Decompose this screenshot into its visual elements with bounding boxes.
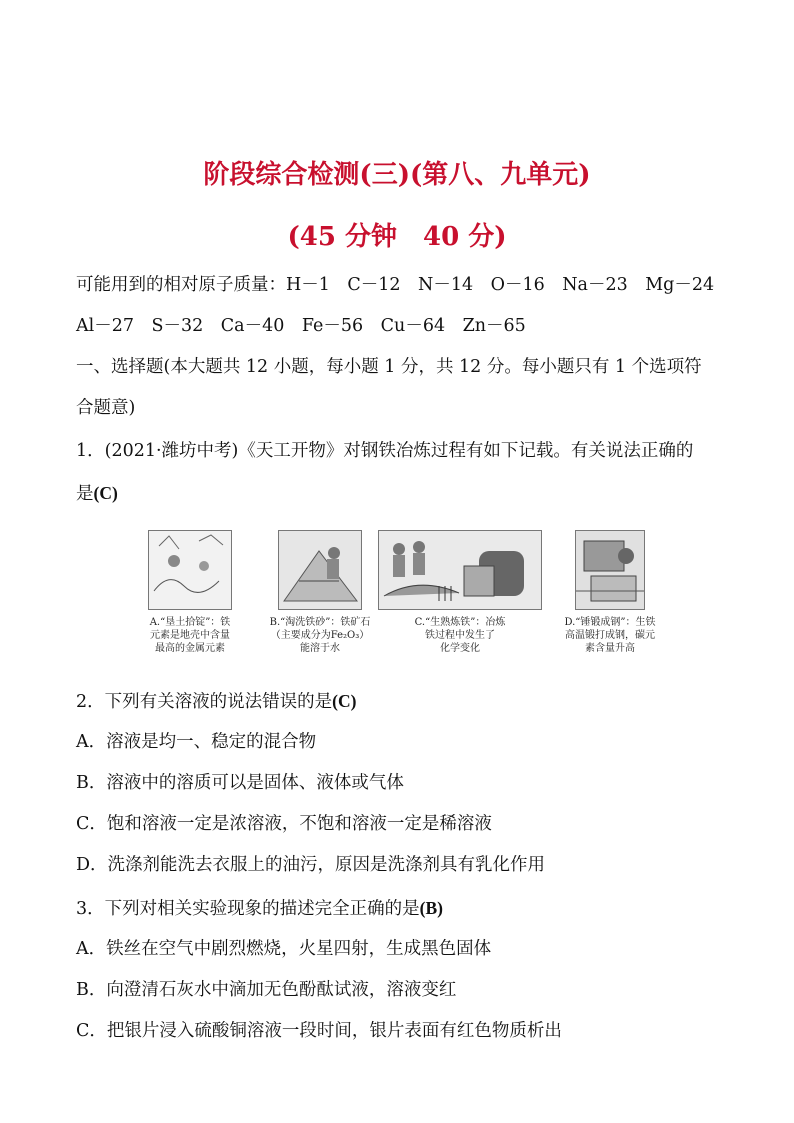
figure-c-caption-line: 化学变化 [440, 643, 480, 654]
figure-c-caption-line: C.“生熟炼铁”：冶炼 [414, 617, 506, 628]
figure-b-caption [260, 616, 380, 655]
figure-a-caption-line: 最高的金属元素 [155, 643, 225, 654]
figure-b-image [278, 530, 362, 610]
question-1-figures [130, 530, 670, 665]
figure-d [550, 530, 670, 655]
figure-b-caption-line: （主要成分为Fe₂O₃） [270, 630, 370, 641]
figure-b-caption-line: B.“淘洗铁砂”：铁矿石 [269, 617, 371, 628]
section-heading-line-1: 一、选择题(本大题共 12 小题，每小题 1 分，共 12 分。每小题只有 1 个选项符 [76, 357, 702, 377]
figure-a-caption-line: 元素是地壳中含量 [150, 630, 230, 641]
section-heading-line-2: 合题意) [76, 398, 136, 418]
question-2-option-b: B．溶液中的溶质可以是固体、液体或气体 [76, 773, 404, 793]
question-1-stem: 1．(2021·潍坊中考)《天工开物》对钢铁冶炼过程有如下记载。有关说法正确的 [76, 441, 694, 461]
atomic-masses-line-1: 可能用到的相对原子质量：H－1 C－12 N－14 O－16 Na－23 Mg－24 [76, 275, 715, 295]
figure-a-image [148, 530, 232, 610]
figure-a-caption-line: A.“垦土拾锭”：铁 [149, 617, 231, 628]
figure-a [130, 530, 250, 655]
figure-c-caption-line: 铁过程中发生了 [425, 630, 495, 641]
figure-d-caption [550, 616, 670, 655]
question-2-option-d: D．洗涤剂能洗去衣服上的油污，原因是洗涤剂具有乳化作用 [76, 855, 546, 875]
figure-c-caption [375, 616, 545, 655]
question-2-text: 2．下列有关溶液的说法错误的是 [76, 692, 333, 712]
question-3-text: 3．下列对相关实验现象的描述完全正确的是 [76, 899, 420, 919]
figure-d-caption-line: 素含量升高 [585, 643, 635, 654]
question-1-stem-end: 是 [76, 484, 94, 504]
figure-c-image [378, 530, 542, 610]
question-3-option-b: B．向澄清石灰水中滴加无色酚酞试液，溶液变红 [76, 980, 457, 1000]
question-2-stem [76, 688, 726, 715]
page-title: 阶段综合检测(三)(第八、九单元) [203, 160, 591, 190]
question-3-stem [76, 895, 726, 922]
figure-a-caption [130, 616, 250, 655]
question-3-answer: (B) [419, 898, 443, 918]
figure-b [260, 530, 380, 655]
figure-d-caption-line: D.“锤锻成钢”：生铁 [564, 617, 656, 628]
page-subtitle: (45 分钟 40 分) [287, 222, 507, 252]
question-3-option-a: A．铁丝在空气中剧烈燃烧，火星四射，生成黑色固体 [76, 939, 492, 959]
figure-b-caption-line: 能溶于水 [300, 643, 340, 654]
question-1-stem-cont [76, 480, 726, 507]
question-1-answer: (C) [93, 483, 118, 503]
figure-d-image [575, 530, 645, 610]
atomic-masses-line-2: Al－27 S－32 Ca－40 Fe－56 Cu－64 Zn－65 [76, 316, 526, 336]
figure-d-caption-line: 高温锻打成钢，碳元 [565, 630, 655, 641]
figure-c [375, 530, 545, 655]
question-3-option-c: C．把银片浸入硫酸铜溶液一段时间，银片表面有红色物质析出 [76, 1021, 562, 1041]
question-2-option-c: C．饱和溶液一定是浓溶液，不饱和溶液一定是稀溶液 [76, 814, 492, 834]
question-2-option-a: A．溶液是均一、稳定的混合物 [76, 732, 317, 752]
question-2-answer: (C) [332, 691, 357, 711]
